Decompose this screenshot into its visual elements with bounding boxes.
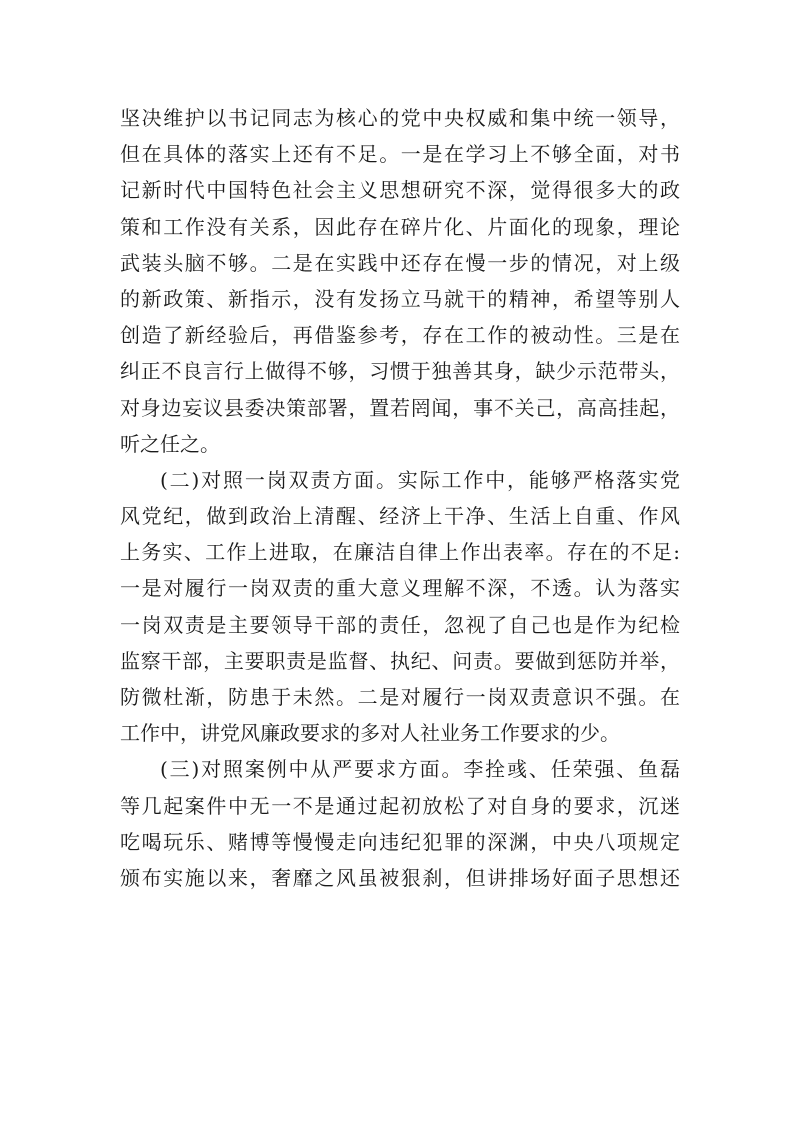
text-line: 防微杜渐，防患于未然。二是对履行一岗双责意识不强。在 [120, 685, 680, 709]
text-line: 颁布实施以来，奢靡之风虽被狠刹，但讲排场好面子思想还 [120, 865, 680, 890]
body-text [120, 100, 680, 896]
section-heading-line: (二)对照一岗双责方面。实际工作中，能够严格落实党 [160, 467, 680, 492]
text-line: 监察干部，主要职责是监督、执纪、问责。要做到惩防并举， [120, 648, 680, 673]
text-line: 风党纪，做到政治上清醒、经济上干净、生活上自重、作风 [120, 504, 680, 529]
text-line: 上务实、工作上进取，在廉洁自律上作出表率。存在的不足: [120, 540, 680, 565]
text-line: 但在具体的落实上还有不足。一是在学习上不够全面，对书 [120, 142, 680, 167]
text-line: 策和工作没有关系，因此存在碎片化、片面化的现象，理论 [120, 214, 680, 239]
section-heading-line: (三)对照案例中从严要求方面。李拴彧、任荣强、鱼磊 [160, 757, 680, 782]
text-line: 武装头脑不够。二是在实践中还存在慢一步的情况，对上级 [120, 250, 680, 275]
text-line: 吃喝玩乐、赌博等慢慢走向违纪犯罪的深渊，中央八项规定 [120, 829, 680, 854]
text-line: 对身边妄议县委决策部署，置若罔闻，事不关己，高高挂起， [120, 395, 680, 420]
text-line: 坚决维护以书记同志为核心的党中央权威和集中统一领导， [120, 106, 680, 130]
text-line: 工作中，讲党风廉政要求的多对人社业务工作要求的少。 [120, 721, 620, 746]
text-line: 记新时代中国特色社会主义思想研究不深，觉得很多大的政 [120, 178, 680, 203]
text-line: 一是对履行一岗双责的重大意义理解不深，不透。认为落实 [120, 576, 680, 601]
text-line: 纠正不良言行上做得不够，习惯于独善其身，缺少示范带头， [120, 359, 680, 384]
text-line: 听之任之。 [120, 431, 220, 456]
text-line: 等几起案件中无一不是通过起初放松了对自身的要求，沉迷 [120, 793, 680, 818]
text-line: 的新政策、新指示，没有发扬立马就干的精神，希望等别人 [120, 286, 680, 311]
text-line: 创造了新经验后，再借鉴参考，存在工作的被动性。三是在 [120, 323, 680, 348]
text-line: 一岗双责是主要领导干部的责任，忽视了自己也是作为纪检 [120, 612, 680, 637]
